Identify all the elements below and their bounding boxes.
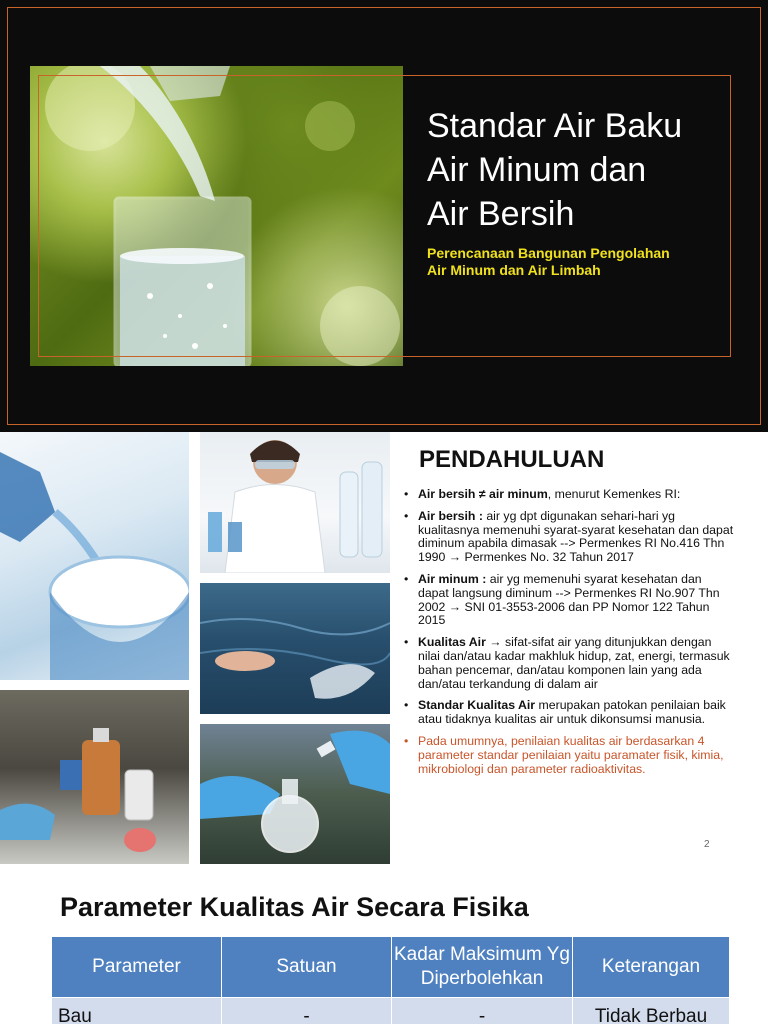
list-item — [404, 699, 734, 727]
flask-illustration — [200, 724, 390, 864]
water-sampling-photo — [0, 690, 189, 864]
table-cell: Tidak Berbau — [573, 998, 730, 1024]
flask-sampling-photo — [200, 724, 390, 864]
sea-water-hands-photo — [200, 583, 390, 714]
bottle-glass-illustration — [0, 432, 189, 680]
bullet-text: merupakan patokan penilaian baik atau tidaknya kualitas air untuk dikonsumsi manusia. — [418, 698, 726, 727]
parameter-table — [51, 936, 730, 1024]
water-pouring-photo — [0, 432, 189, 680]
column-header: Keterangan — [573, 937, 730, 998]
column-header: Satuan — [222, 937, 392, 998]
slide-title — [427, 104, 727, 236]
title-slide — [0, 0, 768, 432]
table-row — [52, 998, 730, 1024]
table-cell: - — [222, 998, 392, 1024]
page-number: 2 — [704, 839, 710, 850]
table-cell: - — [392, 998, 573, 1024]
list-item — [404, 510, 734, 565]
list-item — [404, 488, 734, 502]
lab-scientist-photo — [200, 432, 390, 573]
bullet-text: , menurut Kemenkes RI: — [547, 487, 681, 501]
bullet-text: air yg memenuhi syarat kesehatan dan dapat langsung diminum --> Permenkes RI No.907 Thn 2002 → SNI 01-3553-2006 dan PP Nomor 122 Tahun 2015 — [418, 571, 720, 628]
bullet-list — [404, 488, 734, 784]
hands-water-illustration — [200, 583, 390, 714]
bullet-term: Air minum : — [418, 571, 487, 586]
scientist-illustration — [200, 432, 390, 573]
list-item — [404, 636, 734, 691]
bullet-text: air yg dpt digunakan sehari-hari yg kualitasnya memenuhi syarat-syarat kesehatan dan dapat diminum apabila dimasak --> Permenkes RI No.416 Thn 1990 → Permenkes No. 32 Tahun 2017 — [418, 508, 734, 565]
bullet-term: Standar Kualitas Air — [418, 698, 536, 713]
column-header: Kadar Maksimum Yg Diperbolehkan — [392, 937, 573, 998]
column-header: Parameter — [52, 937, 222, 998]
physical-parameters-slide — [0, 864, 768, 1024]
title-line: Standar Air Baku — [427, 107, 683, 145]
bullet-term: Air bersih ≠ air minum — [418, 487, 548, 501]
slide-heading: PENDAHULUAN — [419, 446, 605, 473]
table-header-row — [52, 937, 730, 998]
title-line: Air Minum dan — [427, 151, 647, 189]
introduction-slide — [0, 432, 768, 864]
list-item — [404, 573, 734, 628]
bullet-term: Kualitas Air — [418, 635, 486, 650]
title-line: Air Bersih — [427, 195, 575, 233]
sample-bottles-illustration — [0, 690, 189, 864]
list-item-note — [404, 735, 734, 776]
table-cell: Bau — [52, 998, 222, 1024]
subtitle-line: Perencanaan Bangunan Pengolahan — [427, 245, 670, 261]
slide-heading: Parameter Kualitas Air Secara Fisika — [60, 892, 529, 922]
bullet-term: Air bersih : — [418, 508, 483, 523]
subtitle-line: Air Minum dan Air Limbah — [427, 262, 601, 278]
bullet-text: → sifat-sifat air yang ditunjukkan dengan nilai dan/atau kadar makhluk hidup, zat, energi, termasuk bahan pencemar, dan/atau komponen lain yang ada dan/atau terkandung di dalam air — [418, 635, 730, 691]
slide-subtitle — [427, 245, 717, 279]
bullet-text: Pada umumnya, penilaian kualitas air berdasarkan 4 parameter standar penilaian yaitu paramater fisik, kimia, mikrobiologi dan parameter radioaktivitas. — [418, 733, 724, 776]
